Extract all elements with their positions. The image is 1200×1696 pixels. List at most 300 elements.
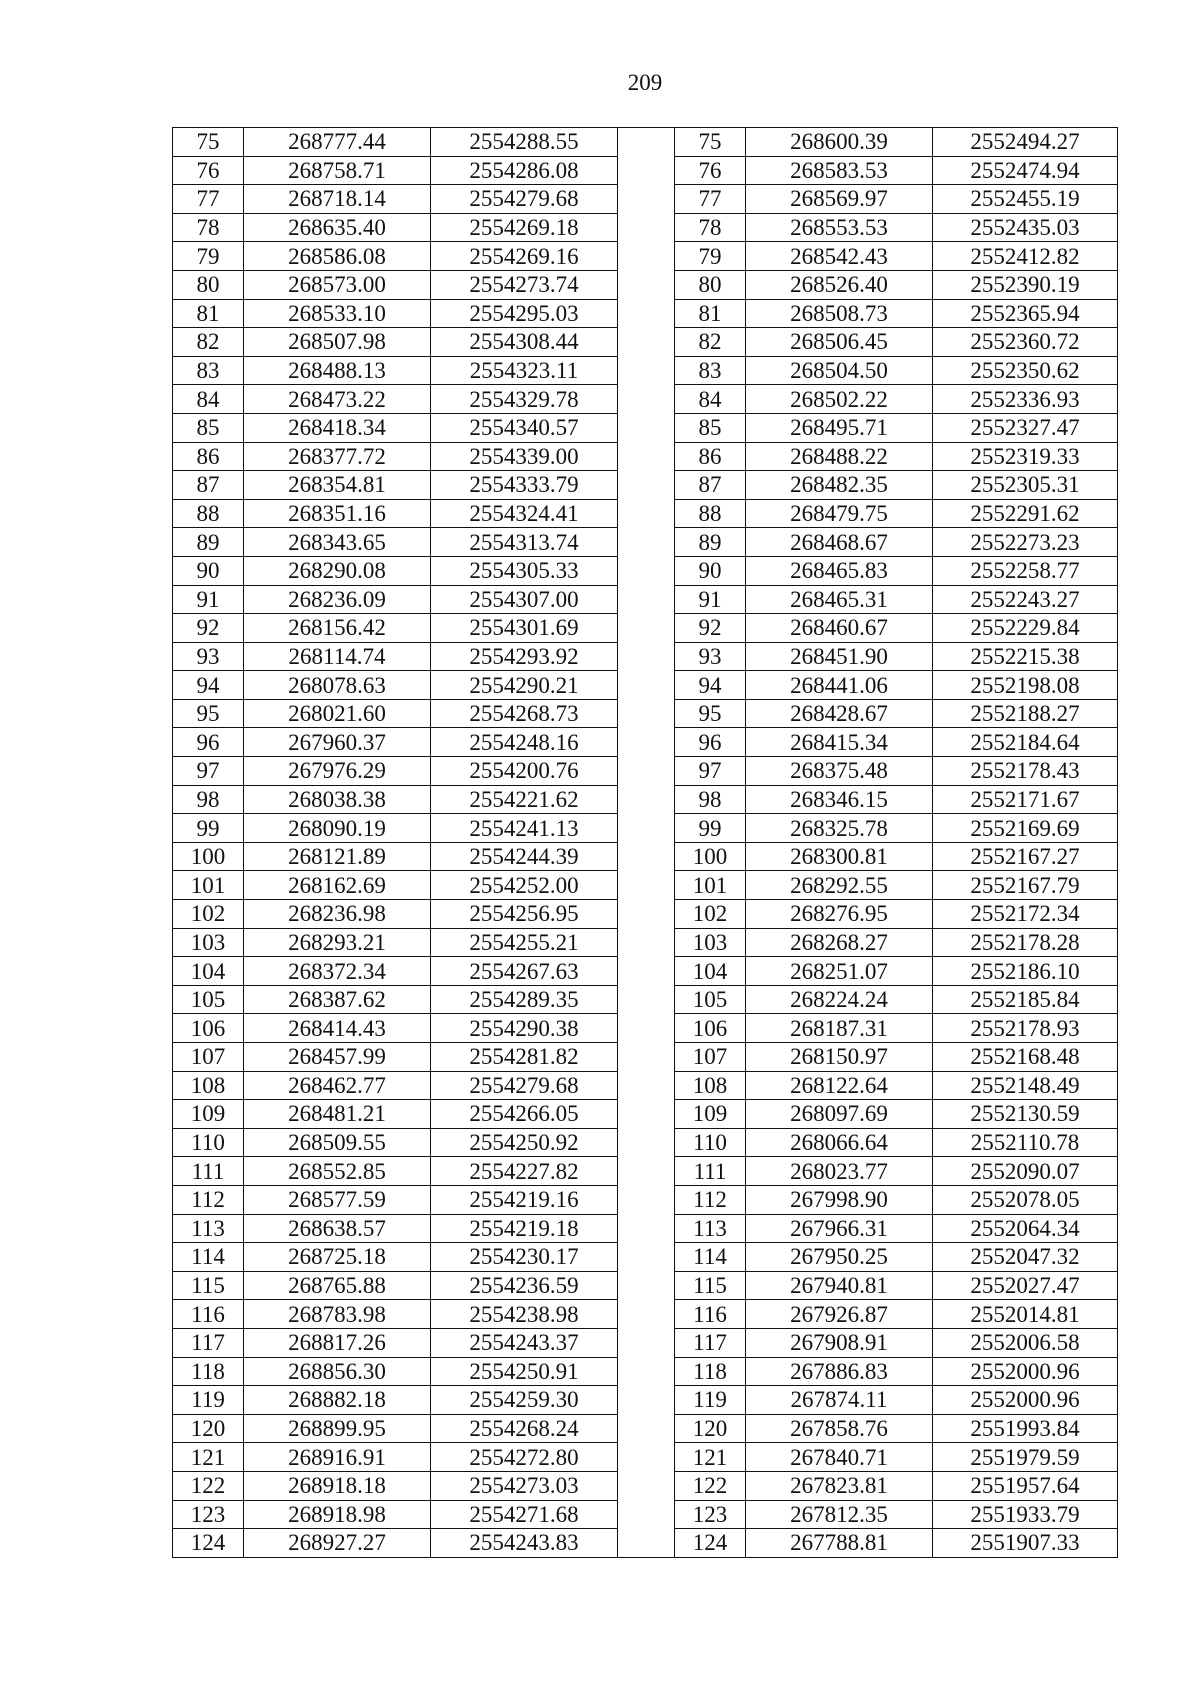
left-y-coordinate-cell: 2554279.68 <box>431 185 618 214</box>
left-x-coordinate-cell: 268916.91 <box>244 1443 431 1472</box>
column-gap-cell <box>618 1185 675 1214</box>
right-y-coordinate-cell: 2551933.79 <box>933 1500 1118 1529</box>
left-y-coordinate-cell: 2554255.21 <box>431 928 618 957</box>
left-point-number-cell: 83 <box>173 356 244 385</box>
right-point-number-cell: 97 <box>675 757 746 786</box>
right-y-coordinate-cell: 2552319.33 <box>933 442 1118 471</box>
column-gap-cell <box>618 270 675 299</box>
table-row <box>173 1128 1118 1157</box>
right-point-number-cell: 91 <box>675 585 746 614</box>
left-y-coordinate-cell: 2554230.17 <box>431 1243 618 1272</box>
left-y-coordinate-cell: 2554221.62 <box>431 785 618 814</box>
left-x-coordinate-cell: 268533.10 <box>244 299 431 328</box>
column-gap-cell <box>618 671 675 700</box>
right-y-coordinate-cell: 2552336.93 <box>933 385 1118 414</box>
left-point-number-cell: 75 <box>173 128 244 157</box>
left-x-coordinate-cell: 268078.63 <box>244 671 431 700</box>
left-y-coordinate-cell: 2554290.38 <box>431 1014 618 1043</box>
column-gap-cell <box>618 1243 675 1272</box>
right-point-number-cell: 114 <box>675 1243 746 1272</box>
left-point-number-cell: 86 <box>173 442 244 471</box>
right-point-number-cell: 94 <box>675 671 746 700</box>
left-x-coordinate-cell: 268856.30 <box>244 1357 431 1386</box>
left-y-coordinate-cell: 2554219.16 <box>431 1185 618 1214</box>
column-gap-cell <box>618 1529 675 1558</box>
right-y-coordinate-cell: 2552171.67 <box>933 785 1118 814</box>
table-row <box>173 356 1118 385</box>
right-point-number-cell: 96 <box>675 728 746 757</box>
right-x-coordinate-cell: 267908.91 <box>746 1328 933 1357</box>
right-y-coordinate-cell: 2551907.33 <box>933 1529 1118 1558</box>
left-x-coordinate-cell: 268481.21 <box>244 1100 431 1129</box>
column-gap-cell <box>618 1271 675 1300</box>
left-y-coordinate-cell: 2554308.44 <box>431 328 618 357</box>
right-point-number-cell: 110 <box>675 1128 746 1157</box>
right-y-coordinate-cell: 2551957.64 <box>933 1471 1118 1500</box>
left-x-coordinate-cell: 268817.26 <box>244 1328 431 1357</box>
left-x-coordinate-cell: 268577.59 <box>244 1185 431 1214</box>
right-point-number-cell: 108 <box>675 1071 746 1100</box>
right-x-coordinate-cell: 267788.81 <box>746 1529 933 1558</box>
right-x-coordinate-cell: 268122.64 <box>746 1071 933 1100</box>
right-y-coordinate-cell: 2552305.31 <box>933 471 1118 500</box>
left-y-coordinate-cell: 2554259.30 <box>431 1386 618 1415</box>
right-x-coordinate-cell: 268268.27 <box>746 928 933 957</box>
right-x-coordinate-cell: 268023.77 <box>746 1157 933 1186</box>
right-x-coordinate-cell: 268451.90 <box>746 642 933 671</box>
right-y-coordinate-cell: 2552198.08 <box>933 671 1118 700</box>
table-row <box>173 185 1118 214</box>
column-gap-cell <box>618 328 675 357</box>
left-point-number-cell: 105 <box>173 985 244 1014</box>
right-y-coordinate-cell: 2552006.58 <box>933 1328 1118 1357</box>
right-y-coordinate-cell: 2552412.82 <box>933 242 1118 271</box>
right-x-coordinate-cell: 268441.06 <box>746 671 933 700</box>
column-gap-cell <box>618 499 675 528</box>
left-point-number-cell: 89 <box>173 528 244 557</box>
left-point-number-cell: 109 <box>173 1100 244 1129</box>
right-x-coordinate-cell: 268465.31 <box>746 585 933 614</box>
column-gap-cell <box>618 299 675 328</box>
right-x-coordinate-cell: 268150.97 <box>746 1043 933 1072</box>
left-y-coordinate-cell: 2554301.69 <box>431 614 618 643</box>
left-y-coordinate-cell: 2554313.74 <box>431 528 618 557</box>
column-gap-cell <box>618 1328 675 1357</box>
left-x-coordinate-cell: 268765.88 <box>244 1271 431 1300</box>
right-point-number-cell: 83 <box>675 356 746 385</box>
table-row <box>173 1185 1118 1214</box>
right-point-number-cell: 87 <box>675 471 746 500</box>
right-x-coordinate-cell: 268465.83 <box>746 556 933 585</box>
table-row <box>173 156 1118 185</box>
right-y-coordinate-cell: 2552172.34 <box>933 900 1118 929</box>
table-row <box>173 1500 1118 1529</box>
right-point-number-cell: 92 <box>675 614 746 643</box>
left-x-coordinate-cell: 268377.72 <box>244 442 431 471</box>
left-y-coordinate-cell: 2554243.37 <box>431 1328 618 1357</box>
left-x-coordinate-cell: 268156.42 <box>244 614 431 643</box>
left-x-coordinate-cell: 268462.77 <box>244 1071 431 1100</box>
right-x-coordinate-cell: 268292.55 <box>746 871 933 900</box>
table-row <box>173 328 1118 357</box>
right-y-coordinate-cell: 2551979.59 <box>933 1443 1118 1472</box>
table-row <box>173 900 1118 929</box>
right-x-coordinate-cell: 268542.43 <box>746 242 933 271</box>
left-y-coordinate-cell: 2554256.95 <box>431 900 618 929</box>
right-point-number-cell: 115 <box>675 1271 746 1300</box>
table-row <box>173 699 1118 728</box>
right-y-coordinate-cell: 2552291.62 <box>933 499 1118 528</box>
right-y-coordinate-cell: 2552014.81 <box>933 1300 1118 1329</box>
right-y-coordinate-cell: 2552178.28 <box>933 928 1118 957</box>
table-row <box>173 985 1118 1014</box>
table-row <box>173 385 1118 414</box>
page-number: 209 <box>627 70 663 95</box>
column-gap-cell <box>618 1128 675 1157</box>
table-row <box>173 1043 1118 1072</box>
right-x-coordinate-cell: 267940.81 <box>746 1271 933 1300</box>
right-y-coordinate-cell: 2552350.62 <box>933 356 1118 385</box>
left-x-coordinate-cell: 268758.71 <box>244 156 431 185</box>
right-x-coordinate-cell: 267812.35 <box>746 1500 933 1529</box>
left-x-coordinate-cell: 268899.95 <box>244 1414 431 1443</box>
left-point-number-cell: 117 <box>173 1328 244 1357</box>
right-y-coordinate-cell: 2552273.23 <box>933 528 1118 557</box>
left-y-coordinate-cell: 2554252.00 <box>431 871 618 900</box>
left-y-coordinate-cell: 2554268.24 <box>431 1414 618 1443</box>
column-gap-cell <box>618 1386 675 1415</box>
left-x-coordinate-cell: 268635.40 <box>244 213 431 242</box>
table-row <box>173 213 1118 242</box>
right-point-number-cell: 104 <box>675 957 746 986</box>
column-gap-cell <box>618 957 675 986</box>
right-point-number-cell: 81 <box>675 299 746 328</box>
right-x-coordinate-cell: 268553.53 <box>746 213 933 242</box>
right-point-number-cell: 99 <box>675 814 746 843</box>
table-row <box>173 814 1118 843</box>
column-gap-cell <box>618 1214 675 1243</box>
left-point-number-cell: 92 <box>173 614 244 643</box>
left-point-number-cell: 87 <box>173 471 244 500</box>
left-point-number-cell: 99 <box>173 814 244 843</box>
right-x-coordinate-cell: 267926.87 <box>746 1300 933 1329</box>
column-gap-cell <box>618 928 675 957</box>
right-point-number-cell: 98 <box>675 785 746 814</box>
column-gap-cell <box>618 556 675 585</box>
left-point-number-cell: 84 <box>173 385 244 414</box>
right-point-number-cell: 106 <box>675 1014 746 1043</box>
left-y-coordinate-cell: 2554273.74 <box>431 270 618 299</box>
right-point-number-cell: 78 <box>675 213 746 242</box>
right-point-number-cell: 103 <box>675 928 746 957</box>
right-point-number-cell: 118 <box>675 1357 746 1386</box>
table-row <box>173 614 1118 643</box>
right-point-number-cell: 113 <box>675 1214 746 1243</box>
right-y-coordinate-cell: 2552148.49 <box>933 1071 1118 1100</box>
column-gap-cell <box>618 842 675 871</box>
left-point-number-cell: 123 <box>173 1500 244 1529</box>
left-x-coordinate-cell: 267960.37 <box>244 728 431 757</box>
table-row <box>173 1414 1118 1443</box>
column-gap-cell <box>618 757 675 786</box>
right-point-number-cell: 84 <box>675 385 746 414</box>
column-gap-cell <box>618 1043 675 1072</box>
left-point-number-cell: 82 <box>173 328 244 357</box>
left-point-number-cell: 108 <box>173 1071 244 1100</box>
left-x-coordinate-cell: 268718.14 <box>244 185 431 214</box>
right-y-coordinate-cell: 2552474.94 <box>933 156 1118 185</box>
right-point-number-cell: 123 <box>675 1500 746 1529</box>
left-x-coordinate-cell: 268918.98 <box>244 1500 431 1529</box>
left-y-coordinate-cell: 2554238.98 <box>431 1300 618 1329</box>
right-point-number-cell: 80 <box>675 270 746 299</box>
left-y-coordinate-cell: 2554269.16 <box>431 242 618 271</box>
right-point-number-cell: 117 <box>675 1328 746 1357</box>
table-row <box>173 1328 1118 1357</box>
right-point-number-cell: 85 <box>675 413 746 442</box>
right-y-coordinate-cell: 2552188.27 <box>933 699 1118 728</box>
left-x-coordinate-cell: 268090.19 <box>244 814 431 843</box>
left-x-coordinate-cell: 268290.08 <box>244 556 431 585</box>
left-point-number-cell: 118 <box>173 1357 244 1386</box>
left-point-number-cell: 85 <box>173 413 244 442</box>
column-gap-cell <box>618 1443 675 1472</box>
table-row <box>173 1471 1118 1500</box>
left-y-coordinate-cell: 2554272.80 <box>431 1443 618 1472</box>
right-y-coordinate-cell: 2552000.96 <box>933 1386 1118 1415</box>
coordinates-table-body <box>173 128 1118 1558</box>
left-y-coordinate-cell: 2554268.73 <box>431 699 618 728</box>
right-x-coordinate-cell: 268276.95 <box>746 900 933 929</box>
left-y-coordinate-cell: 2554269.18 <box>431 213 618 242</box>
table-row <box>173 757 1118 786</box>
left-x-coordinate-cell: 268418.34 <box>244 413 431 442</box>
right-point-number-cell: 111 <box>675 1157 746 1186</box>
left-x-coordinate-cell: 268507.98 <box>244 328 431 357</box>
left-y-coordinate-cell: 2554271.68 <box>431 1500 618 1529</box>
right-y-coordinate-cell: 2552027.47 <box>933 1271 1118 1300</box>
table-row <box>173 1014 1118 1043</box>
column-gap-cell <box>618 1100 675 1129</box>
left-y-coordinate-cell: 2554305.33 <box>431 556 618 585</box>
column-gap-cell <box>618 814 675 843</box>
right-x-coordinate-cell: 268479.75 <box>746 499 933 528</box>
left-point-number-cell: 88 <box>173 499 244 528</box>
left-x-coordinate-cell: 268586.08 <box>244 242 431 271</box>
left-y-coordinate-cell: 2554290.21 <box>431 671 618 700</box>
right-point-number-cell: 116 <box>675 1300 746 1329</box>
right-point-number-cell: 90 <box>675 556 746 585</box>
right-y-coordinate-cell: 2552178.93 <box>933 1014 1118 1043</box>
left-x-coordinate-cell: 268777.44 <box>244 128 431 157</box>
right-y-coordinate-cell: 2552229.84 <box>933 614 1118 643</box>
column-gap-cell <box>618 442 675 471</box>
table-row <box>173 242 1118 271</box>
table-row <box>173 299 1118 328</box>
left-point-number-cell: 104 <box>173 957 244 986</box>
right-point-number-cell: 76 <box>675 156 746 185</box>
left-point-number-cell: 81 <box>173 299 244 328</box>
left-point-number-cell: 95 <box>173 699 244 728</box>
left-point-number-cell: 116 <box>173 1300 244 1329</box>
left-x-coordinate-cell: 268354.81 <box>244 471 431 500</box>
table-row <box>173 270 1118 299</box>
right-x-coordinate-cell: 268224.24 <box>746 985 933 1014</box>
left-point-number-cell: 103 <box>173 928 244 957</box>
table-row <box>173 1071 1118 1100</box>
column-gap-cell <box>618 1414 675 1443</box>
left-y-coordinate-cell: 2554273.03 <box>431 1471 618 1500</box>
left-y-coordinate-cell: 2554250.91 <box>431 1357 618 1386</box>
right-x-coordinate-cell: 268482.35 <box>746 471 933 500</box>
right-x-coordinate-cell: 268569.97 <box>746 185 933 214</box>
right-y-coordinate-cell: 2552064.34 <box>933 1214 1118 1243</box>
right-point-number-cell: 77 <box>675 185 746 214</box>
left-point-number-cell: 96 <box>173 728 244 757</box>
left-point-number-cell: 124 <box>173 1529 244 1558</box>
left-y-coordinate-cell: 2554219.18 <box>431 1214 618 1243</box>
table-row <box>173 528 1118 557</box>
left-y-coordinate-cell: 2554295.03 <box>431 299 618 328</box>
column-gap-cell <box>618 242 675 271</box>
left-y-coordinate-cell: 2554200.76 <box>431 757 618 786</box>
column-gap-cell <box>618 128 675 157</box>
right-x-coordinate-cell: 268325.78 <box>746 814 933 843</box>
column-gap-cell <box>618 213 675 242</box>
table-row <box>173 728 1118 757</box>
left-y-coordinate-cell: 2554289.35 <box>431 985 618 1014</box>
right-x-coordinate-cell: 268428.67 <box>746 699 933 728</box>
right-point-number-cell: 124 <box>675 1529 746 1558</box>
table-row <box>173 556 1118 585</box>
right-y-coordinate-cell: 2552047.32 <box>933 1243 1118 1272</box>
left-x-coordinate-cell: 268927.27 <box>244 1529 431 1558</box>
left-y-coordinate-cell: 2554241.13 <box>431 814 618 843</box>
left-point-number-cell: 107 <box>173 1043 244 1072</box>
right-point-number-cell: 79 <box>675 242 746 271</box>
right-y-coordinate-cell: 2552169.69 <box>933 814 1118 843</box>
left-x-coordinate-cell: 268236.09 <box>244 585 431 614</box>
right-point-number-cell: 119 <box>675 1386 746 1415</box>
table-row <box>173 1386 1118 1415</box>
column-gap-cell <box>618 642 675 671</box>
table-row <box>173 1300 1118 1329</box>
right-x-coordinate-cell: 268495.71 <box>746 413 933 442</box>
right-y-coordinate-cell: 2552000.96 <box>933 1357 1118 1386</box>
right-y-coordinate-cell: 2552215.38 <box>933 642 1118 671</box>
left-y-coordinate-cell: 2554293.92 <box>431 642 618 671</box>
right-y-coordinate-cell: 2551993.84 <box>933 1414 1118 1443</box>
right-x-coordinate-cell: 267886.83 <box>746 1357 933 1386</box>
column-gap-cell <box>618 185 675 214</box>
table-row <box>173 128 1118 157</box>
left-x-coordinate-cell: 268882.18 <box>244 1386 431 1415</box>
right-x-coordinate-cell: 268066.64 <box>746 1128 933 1157</box>
coordinates-table <box>172 127 1118 1558</box>
right-x-coordinate-cell: 268415.34 <box>746 728 933 757</box>
right-point-number-cell: 75 <box>675 128 746 157</box>
left-point-number-cell: 93 <box>173 642 244 671</box>
left-point-number-cell: 97 <box>173 757 244 786</box>
table-row <box>173 1357 1118 1386</box>
column-gap-cell <box>618 471 675 500</box>
left-point-number-cell: 78 <box>173 213 244 242</box>
right-y-coordinate-cell: 2552167.79 <box>933 871 1118 900</box>
table-row <box>173 442 1118 471</box>
table-row <box>173 499 1118 528</box>
left-y-coordinate-cell: 2554333.79 <box>431 471 618 500</box>
left-y-coordinate-cell: 2554281.82 <box>431 1043 618 1072</box>
left-x-coordinate-cell: 268121.89 <box>244 842 431 871</box>
left-x-coordinate-cell: 268114.74 <box>244 642 431 671</box>
left-y-coordinate-cell: 2554227.82 <box>431 1157 618 1186</box>
left-y-coordinate-cell: 2554236.59 <box>431 1271 618 1300</box>
right-x-coordinate-cell: 267950.25 <box>746 1243 933 1272</box>
left-point-number-cell: 91 <box>173 585 244 614</box>
left-x-coordinate-cell: 268387.62 <box>244 985 431 1014</box>
column-gap-cell <box>618 385 675 414</box>
column-gap-cell <box>618 728 675 757</box>
right-x-coordinate-cell: 267966.31 <box>746 1214 933 1243</box>
right-y-coordinate-cell: 2552185.84 <box>933 985 1118 1014</box>
table-row <box>173 413 1118 442</box>
right-y-coordinate-cell: 2552258.77 <box>933 556 1118 585</box>
left-y-coordinate-cell: 2554250.92 <box>431 1128 618 1157</box>
right-point-number-cell: 89 <box>675 528 746 557</box>
left-y-coordinate-cell: 2554286.08 <box>431 156 618 185</box>
table-row <box>173 1271 1118 1300</box>
right-x-coordinate-cell: 268346.15 <box>746 785 933 814</box>
column-gap-cell <box>618 1500 675 1529</box>
left-y-coordinate-cell: 2554339.00 <box>431 442 618 471</box>
left-point-number-cell: 114 <box>173 1243 244 1272</box>
left-x-coordinate-cell: 268343.65 <box>244 528 431 557</box>
right-y-coordinate-cell: 2552078.05 <box>933 1185 1118 1214</box>
right-point-number-cell: 107 <box>675 1043 746 1072</box>
left-y-coordinate-cell: 2554248.16 <box>431 728 618 757</box>
left-point-number-cell: 122 <box>173 1471 244 1500</box>
column-gap-cell <box>618 1157 675 1186</box>
right-point-number-cell: 86 <box>675 442 746 471</box>
right-point-number-cell: 82 <box>675 328 746 357</box>
left-y-coordinate-cell: 2554340.57 <box>431 413 618 442</box>
column-gap-cell <box>618 900 675 929</box>
right-x-coordinate-cell: 267874.11 <box>746 1386 933 1415</box>
right-point-number-cell: 120 <box>675 1414 746 1443</box>
left-point-number-cell: 79 <box>173 242 244 271</box>
left-x-coordinate-cell: 268573.00 <box>244 270 431 299</box>
right-y-coordinate-cell: 2552494.27 <box>933 128 1118 157</box>
table-row <box>173 785 1118 814</box>
right-x-coordinate-cell: 268488.22 <box>746 442 933 471</box>
left-y-coordinate-cell: 2554244.39 <box>431 842 618 871</box>
right-point-number-cell: 93 <box>675 642 746 671</box>
left-point-number-cell: 102 <box>173 900 244 929</box>
left-point-number-cell: 113 <box>173 1214 244 1243</box>
table-row <box>173 871 1118 900</box>
column-gap-cell <box>618 413 675 442</box>
left-point-number-cell: 98 <box>173 785 244 814</box>
left-point-number-cell: 120 <box>173 1414 244 1443</box>
right-y-coordinate-cell: 2552186.10 <box>933 957 1118 986</box>
table-row <box>173 1443 1118 1472</box>
right-x-coordinate-cell: 268097.69 <box>746 1100 933 1129</box>
column-gap-cell <box>618 1014 675 1043</box>
left-y-coordinate-cell: 2554329.78 <box>431 385 618 414</box>
left-y-coordinate-cell: 2554243.83 <box>431 1529 618 1558</box>
right-y-coordinate-cell: 2552455.19 <box>933 185 1118 214</box>
left-y-coordinate-cell: 2554279.68 <box>431 1071 618 1100</box>
